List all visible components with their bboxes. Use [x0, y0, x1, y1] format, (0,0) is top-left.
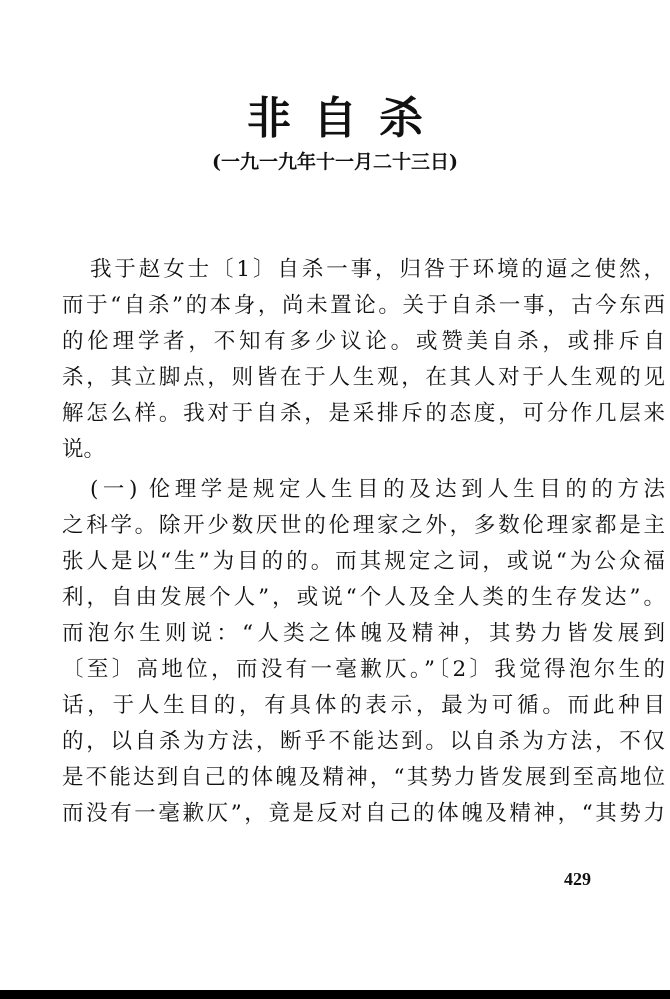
page-number: 429	[564, 869, 591, 889]
text-line: 〔至〕高地位，而没有一毫歉仄。”〔2〕我觉得泡尔生的	[62, 657, 665, 682]
text-line: 之科学。除开少数厌世的伦理家之外，多数伦理家都是主	[62, 513, 665, 538]
text-line: 张人是以“生”为目的的。而其规定之词，或说“为公众福	[62, 549, 665, 574]
text-line: 的，以自杀为方法，断乎不能达到。以自杀为方法，不仅	[62, 729, 665, 754]
text-line: 利，自由发展个人”，或说“个人及全人类的生存发达”。	[62, 585, 665, 610]
page-title: 非自杀	[247, 93, 445, 144]
text-line: 杀，其立脚点，则皆在于人生观，在其人对于人生观的见	[62, 365, 665, 390]
text-line: 解怎么样。我对于自杀，是采排斥的态度，可分作几层来	[62, 401, 665, 426]
text-line: 而泡尔生则说：“人类之体魄及精神，其势力皆发展到	[62, 621, 665, 646]
text-line: 我于赵女士〔1〕自杀一事，归咎于环境的逼之使然，	[90, 257, 665, 282]
scan-border	[0, 990, 670, 999]
text-line: 是不能达到自己的体魄及精神，“其势力皆发展到至高地位	[62, 765, 665, 790]
text-line: 而没有一毫歉仄”，竟是反对自己的体魄及精神，“其势力	[62, 801, 665, 826]
text-line: 话，于人生目的，有具体的表示，最为可循。而此种目	[62, 693, 665, 718]
text-line: 而于“自杀”的本身，尚未置论。关于自杀一事，古今东西	[62, 293, 665, 318]
text-line: (一) 伦理学是规定人生目的及达到人生目的的方法	[90, 477, 665, 502]
text-line: 说。	[62, 437, 106, 462]
date-subtitle: (一九一九年十一月二十三日)	[212, 151, 458, 173]
text-line: 的伦理学者，不知有多少议论。或赞美自杀，或排斥自	[62, 329, 665, 354]
